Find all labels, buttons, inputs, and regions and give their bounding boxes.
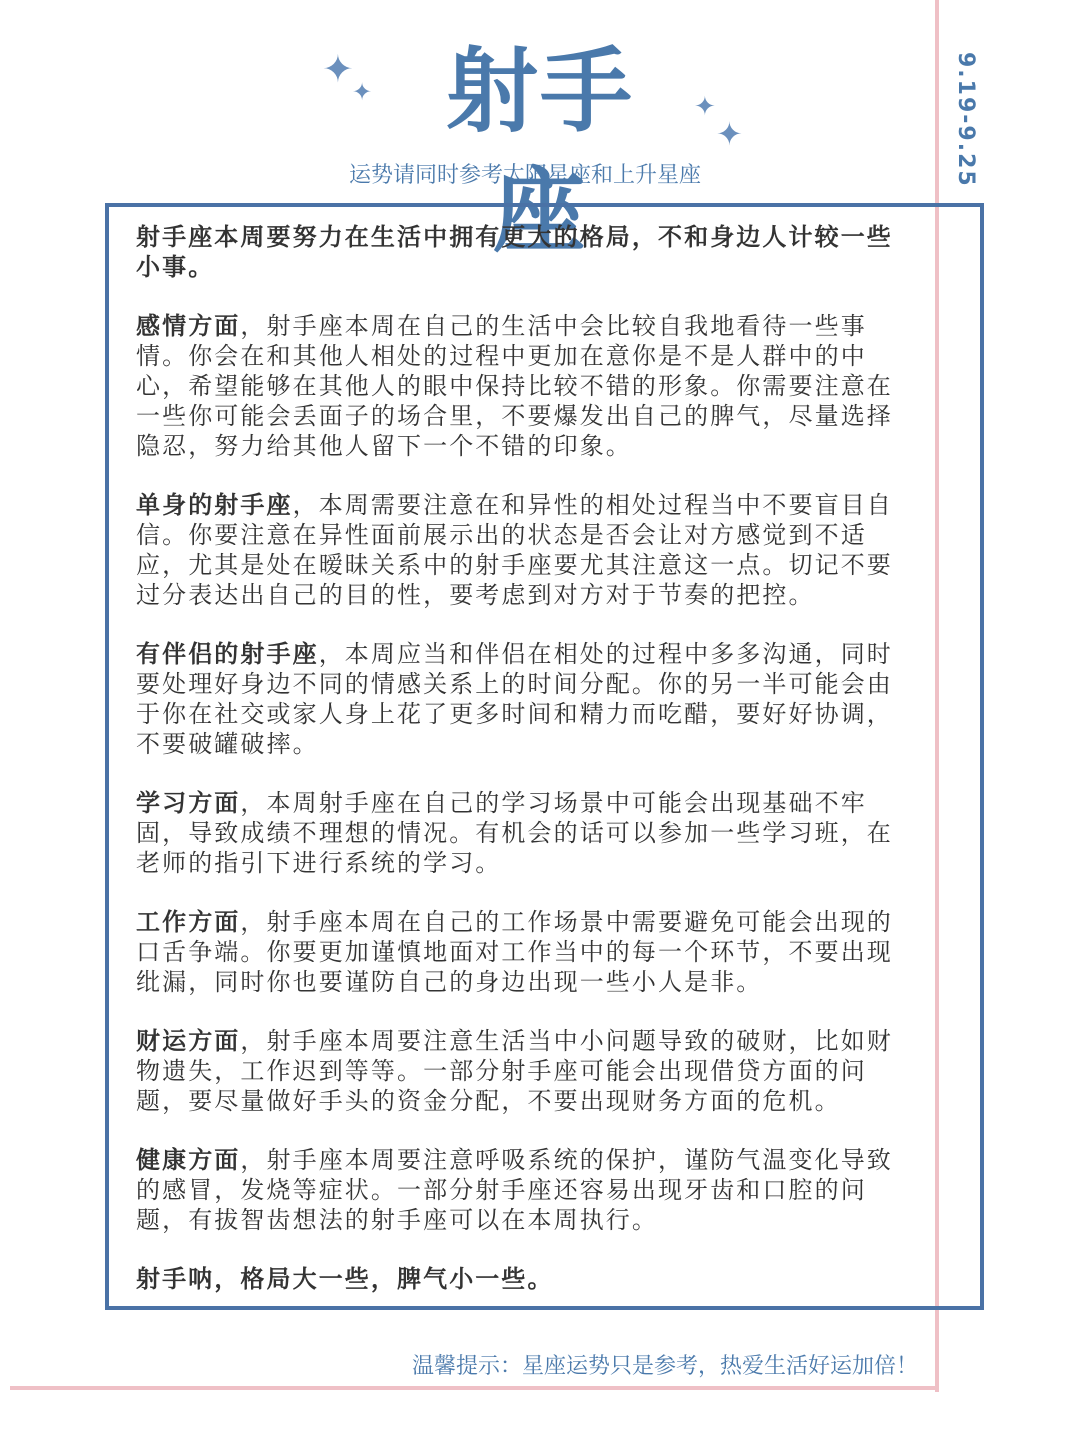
sparkle-icon: ✦ <box>716 115 743 153</box>
section-paragraph <box>136 1145 914 1235</box>
lead-paragraph: 射手座本周要努力在生活中拥有更大的格局，不和身边人计较一些小事。 <box>136 223 893 281</box>
section-text: ，射手座本周要注意生活当中小问题导致的破财，比如财物遗失，工作迟到等等。一部分射手座可能会出现借贷方面的问题，要尽量做好手头的资金分配，不要出现财务方面的危机。 <box>136 1027 893 1115</box>
section-paragraph <box>136 311 914 461</box>
section-heading: 单身的射手座 <box>136 491 293 519</box>
section-text: ，射手座本周在自己的生活中会比较自我地看待一些事情。你会在和其他人相处的过程中更加在意你是不是人群中的中心，希望能够在其他人的眼中保持比较不错的形象。你需要注意在一些你可能会丢面子的场合里，不要爆发出自己的脾气，尽量选择隐忍，努力给其他人留下一个不错的印象。 <box>136 312 893 460</box>
section-text: ，射手座本周要注意呼吸系统的保护，谨防气温变化导致的感冒，发烧等症状。一部分射手座还容易出现牙齿和口腔的问题，有拔智齿想法的射手座可以在本周执行。 <box>136 1146 893 1234</box>
section-paragraph <box>136 639 914 759</box>
page-subtitle: 运势请同时参考太阳星座和上升星座 <box>348 163 701 188</box>
section-heading: 学习方面 <box>136 789 241 817</box>
section-text: ，本周需要注意在和异性的相处过程当中不要盲目自信。你要注意在异性面前展示出的状态是否会让对方感觉到不适应，尤其是处在暧昧关系中的射手座要尤其注意这一点。切记不要过分表达出自己的目的性，要考虑到对方对于节奏的把控。 <box>136 491 893 609</box>
closing-line: 射手呐，格局大一些，脾气小一些。 <box>136 1265 554 1293</box>
section-text: ，本周应当和伴侣在相处的过程中多多沟通，同时要处理好身边不同的情感关系上的时间分配。你的另一半可能会由于你在社交或家人身上花了更多时间和精力而吃醋，要好好协调，不要破罐破摔。 <box>136 640 893 758</box>
sparkle-icon: ✦ <box>352 78 373 106</box>
section-heading: 健康方面 <box>136 1146 241 1174</box>
section-heading: 财运方面 <box>136 1027 241 1055</box>
section-paragraph <box>136 1026 914 1116</box>
section-heading: 有伴侣的射手座 <box>136 640 319 668</box>
section-heading: 感情方面 <box>136 312 241 340</box>
section-paragraph <box>136 788 914 878</box>
sparkle-icon: ✦ <box>694 92 716 122</box>
footer-tip: 温馨提示：星座运势只是参考，热爱生活好运加倍！ <box>411 1354 918 1379</box>
page-title: 射手座 <box>445 38 634 265</box>
section-heading: 工作方面 <box>136 908 241 936</box>
section-paragraph <box>136 490 914 610</box>
pink-horizontal-line <box>10 1386 939 1390</box>
section-paragraph <box>136 907 914 997</box>
section-text: ，射手座本周在自己的工作场景中需要避免可能会出现的口舌争端。你要更加谨慎地面对工作当中的每一个环节，不要出现纰漏，同时你也要谨防自己的身边出现一些小人是非。 <box>136 908 893 996</box>
horoscope-text <box>136 222 914 1323</box>
date-range: 9.19-9.25 <box>953 52 978 188</box>
section-text: ，本周射手座在自己的学习场景中可能会出现基础不牢固，导致成绩不理想的情况。有机会的话可以参加一些学习班，在老师的指引下进行系统的学习。 <box>136 789 893 877</box>
sparkle-icon: ✦ <box>322 47 354 91</box>
